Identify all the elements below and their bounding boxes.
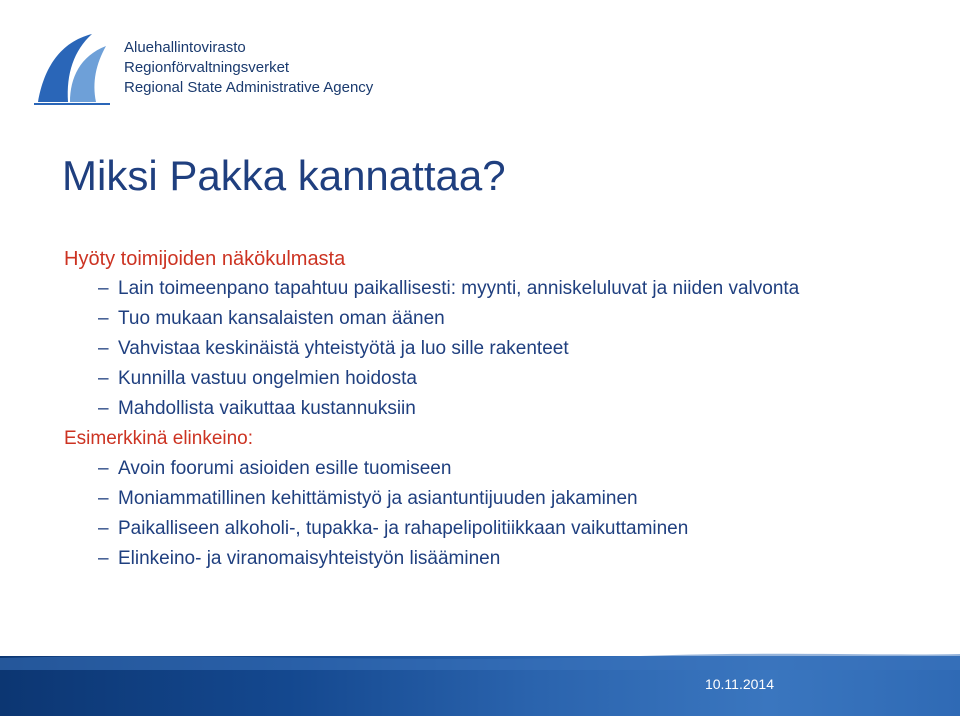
list-item: – Lain toimeenpano tapahtuu paikallisesti: myynti, anniskeluluvat ja niiden valvonta [64,274,944,304]
list-item: – Paikalliseen alkoholi-, tupakka- ja rahapelipolitiikkaan vaikuttaminen [64,514,944,544]
organization-name [124,38,373,98]
dash-bullet: – [98,338,109,359]
org-name-swedish: Regionförvaltningsverket [124,59,290,76]
list-item: – Avoin foorumi asioiden esille tuomiseen [64,454,944,484]
list-item: – Elinkeino- ja viranomaisyhteistyön lisääminen [64,544,944,574]
section-heading-example: Esimerkkinä elinkeino: [64,428,254,449]
list-item: – Vahvistaa keskinäistä yhteistyötä ja luo sille rakenteet [64,334,944,364]
org-name-english: Regional State Administrative Agency [124,79,374,96]
dash-bullet: – [98,518,109,539]
dash-bullet: – [98,308,109,329]
list-item: – Moniammatillinen kehittämistyö ja asiantuntijuuden jakaminen [64,484,944,514]
dash-bullet: – [98,368,109,389]
dash-bullet: – [98,278,109,299]
list-item: – Mahdollista vaikuttaa kustannuksiin [64,394,944,424]
org-name-finnish: Aluehallintovirasto [124,39,246,56]
dash-bullet: – [98,458,109,479]
slide-date: 10.11.2014 [704,676,774,692]
footer-wave-decoration [0,650,960,670]
dash-bullet: – [98,548,109,569]
list-item: – Tuo mukaan kansalaisten oman äänen [64,304,944,334]
slide-content [64,244,944,574]
section-heading-benefits: Hyöty toimijoiden näkökulmasta [64,248,346,270]
dash-bullet: – [98,488,109,509]
page-title: Miksi Pakka kannattaa? [62,152,506,199]
list-item: – Kunnilla vastuu ongelmien hoidosta [64,364,944,394]
avi-sail-logo-icon [30,28,114,108]
dash-bullet: – [98,398,109,419]
